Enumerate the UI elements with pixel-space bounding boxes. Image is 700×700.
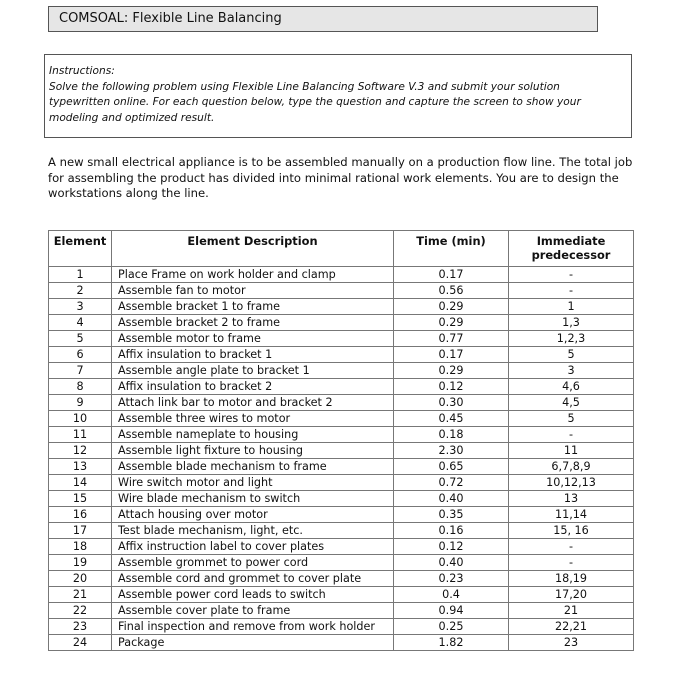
cell-predecessor: - (509, 283, 634, 299)
cell-description: Test blade mechanism, light, etc. (112, 523, 394, 539)
header-predecessor: Immediate predecessor (509, 231, 634, 267)
cell-predecessor: 4,6 (509, 379, 634, 395)
cell-element: 9 (49, 395, 112, 411)
table-row (49, 347, 634, 363)
cell-time: 2.30 (394, 443, 509, 459)
cell-element: 14 (49, 475, 112, 491)
cell-time: 0.29 (394, 363, 509, 379)
cell-time: 0.4 (394, 587, 509, 603)
cell-predecessor: 1,3 (509, 315, 634, 331)
table-row (49, 331, 634, 347)
cell-predecessor: 5 (509, 347, 634, 363)
intro-line: for assembling the product has divided into minimal rational work elements. You are to design the (48, 170, 619, 185)
instructions-line: Solve the following problem using Flexible Line Balancing Software V.3 and submit your solution (49, 80, 560, 93)
header-description: Element Description (112, 231, 394, 267)
cell-element: 6 (49, 347, 112, 363)
table-row (49, 443, 634, 459)
cell-predecessor: - (509, 555, 634, 571)
header-element: Element (49, 231, 112, 267)
cell-time: 0.45 (394, 411, 509, 427)
cell-element: 17 (49, 523, 112, 539)
instructions-line: typewritten online. For each question below, type the question and capture the screen to show your (49, 96, 581, 109)
cell-predecessor: 18,19 (509, 571, 634, 587)
table-row (49, 523, 634, 539)
cell-description: Assemble fan to motor (112, 283, 394, 299)
cell-time: 0.40 (394, 555, 509, 571)
cell-predecessor: 11,14 (509, 507, 634, 523)
cell-description: Affix insulation to bracket 2 (112, 379, 394, 395)
cell-predecessor: 21 (509, 603, 634, 619)
cell-element: 16 (49, 507, 112, 523)
cell-time: 0.12 (394, 539, 509, 555)
cell-predecessor: 6,7,8,9 (509, 459, 634, 475)
cell-time: 0.16 (394, 523, 509, 539)
cell-time: 0.40 (394, 491, 509, 507)
work-elements-table (48, 230, 634, 651)
table-row (49, 427, 634, 443)
cell-description: Affix insulation to bracket 1 (112, 347, 394, 363)
cell-description: Package (112, 635, 394, 651)
table-row (49, 619, 634, 635)
cell-element: 24 (49, 635, 112, 651)
table-row (49, 363, 634, 379)
cell-description: Assemble blade mechanism to frame (112, 459, 394, 475)
cell-predecessor: 11 (509, 443, 634, 459)
cell-element: 13 (49, 459, 112, 475)
cell-description: Assemble three wires to motor (112, 411, 394, 427)
cell-time: 0.72 (394, 475, 509, 491)
cell-element: 2 (49, 283, 112, 299)
instructions-line: modeling and optimized result. (49, 111, 215, 124)
problem-intro (48, 155, 648, 202)
table-row (49, 539, 634, 555)
cell-description: Assemble cord and grommet to cover plate (112, 571, 394, 587)
table-row (49, 555, 634, 571)
cell-element: 23 (49, 619, 112, 635)
cell-predecessor: 13 (509, 491, 634, 507)
instructions-box (44, 54, 632, 138)
cell-element: 11 (49, 427, 112, 443)
cell-time: 0.23 (394, 571, 509, 587)
cell-element: 19 (49, 555, 112, 571)
cell-time: 0.29 (394, 315, 509, 331)
cell-time: 0.94 (394, 603, 509, 619)
cell-element: 22 (49, 603, 112, 619)
header-time: Time (min) (394, 231, 509, 267)
cell-predecessor: 1 (509, 299, 634, 315)
table-row (49, 571, 634, 587)
cell-time: 0.12 (394, 379, 509, 395)
cell-element: 8 (49, 379, 112, 395)
cell-description: Assemble light fixture to housing (112, 443, 394, 459)
cell-time: 0.65 (394, 459, 509, 475)
table-header-row (49, 231, 634, 267)
table-row (49, 267, 634, 283)
cell-predecessor: 15, 16 (509, 523, 634, 539)
cell-description: Final inspection and remove from work holder (112, 619, 394, 635)
table-row (49, 603, 634, 619)
cell-description: Assemble bracket 2 to frame (112, 315, 394, 331)
cell-element: 20 (49, 571, 112, 587)
cell-element: 15 (49, 491, 112, 507)
cell-description: Attach link bar to motor and bracket 2 (112, 395, 394, 411)
cell-predecessor: 5 (509, 411, 634, 427)
cell-time: 0.35 (394, 507, 509, 523)
table-row (49, 475, 634, 491)
cell-predecessor: 1,2,3 (509, 331, 634, 347)
table-row (49, 315, 634, 331)
cell-time: 0.30 (394, 395, 509, 411)
table-row (49, 459, 634, 475)
intro-line: A new small electrical appliance is to be assembled manually on a production flow line. The total job (48, 155, 633, 169)
cell-time: 0.29 (394, 299, 509, 315)
cell-time: 0.56 (394, 283, 509, 299)
document-title: COMSOAL: Flexible Line Balancing (48, 6, 598, 32)
cell-element: 10 (49, 411, 112, 427)
table-row (49, 491, 634, 507)
cell-time: 0.18 (394, 427, 509, 443)
instructions-heading: Instructions: (49, 65, 115, 77)
cell-predecessor: - (509, 539, 634, 555)
cell-description: Assemble nameplate to housing (112, 427, 394, 443)
cell-description: Assemble angle plate to bracket 1 (112, 363, 394, 379)
table-row (49, 395, 634, 411)
cell-element: 5 (49, 331, 112, 347)
cell-time: 0.17 (394, 347, 509, 363)
table-row (49, 379, 634, 395)
cell-description: Affix instruction label to cover plates (112, 539, 394, 555)
cell-predecessor: 3 (509, 363, 634, 379)
cell-predecessor: 22,21 (509, 619, 634, 635)
cell-element: 4 (49, 315, 112, 331)
cell-predecessor: 17,20 (509, 587, 634, 603)
intro-line: workstations along the line. (48, 186, 209, 200)
cell-description: Assemble cover plate to frame (112, 603, 394, 619)
cell-description: Attach housing over motor (112, 507, 394, 523)
cell-description: Assemble power cord leads to switch (112, 587, 394, 603)
cell-predecessor: 10,12,13 (509, 475, 634, 491)
cell-element: 1 (49, 267, 112, 283)
table-row (49, 411, 634, 427)
cell-element: 3 (49, 299, 112, 315)
cell-description: Assemble grommet to power cord (112, 555, 394, 571)
cell-description: Wire blade mechanism to switch (112, 491, 394, 507)
cell-time: 1.82 (394, 635, 509, 651)
cell-predecessor: - (509, 267, 634, 283)
table-row (49, 635, 634, 651)
cell-time: 0.77 (394, 331, 509, 347)
cell-element: 18 (49, 539, 112, 555)
cell-element: 21 (49, 587, 112, 603)
table-row (49, 299, 634, 315)
cell-description: Place Frame on work holder and clamp (112, 267, 394, 283)
cell-element: 7 (49, 363, 112, 379)
cell-time: 0.17 (394, 267, 509, 283)
cell-predecessor: - (509, 427, 634, 443)
cell-predecessor: 4,5 (509, 395, 634, 411)
cell-element: 12 (49, 443, 112, 459)
cell-description: Wire switch motor and light (112, 475, 394, 491)
cell-time: 0.25 (394, 619, 509, 635)
table-body (49, 267, 634, 651)
cell-predecessor: 23 (509, 635, 634, 651)
table-row (49, 283, 634, 299)
cell-description: Assemble bracket 1 to frame (112, 299, 394, 315)
cell-description: Assemble motor to frame (112, 331, 394, 347)
table-row (49, 507, 634, 523)
table-row (49, 587, 634, 603)
